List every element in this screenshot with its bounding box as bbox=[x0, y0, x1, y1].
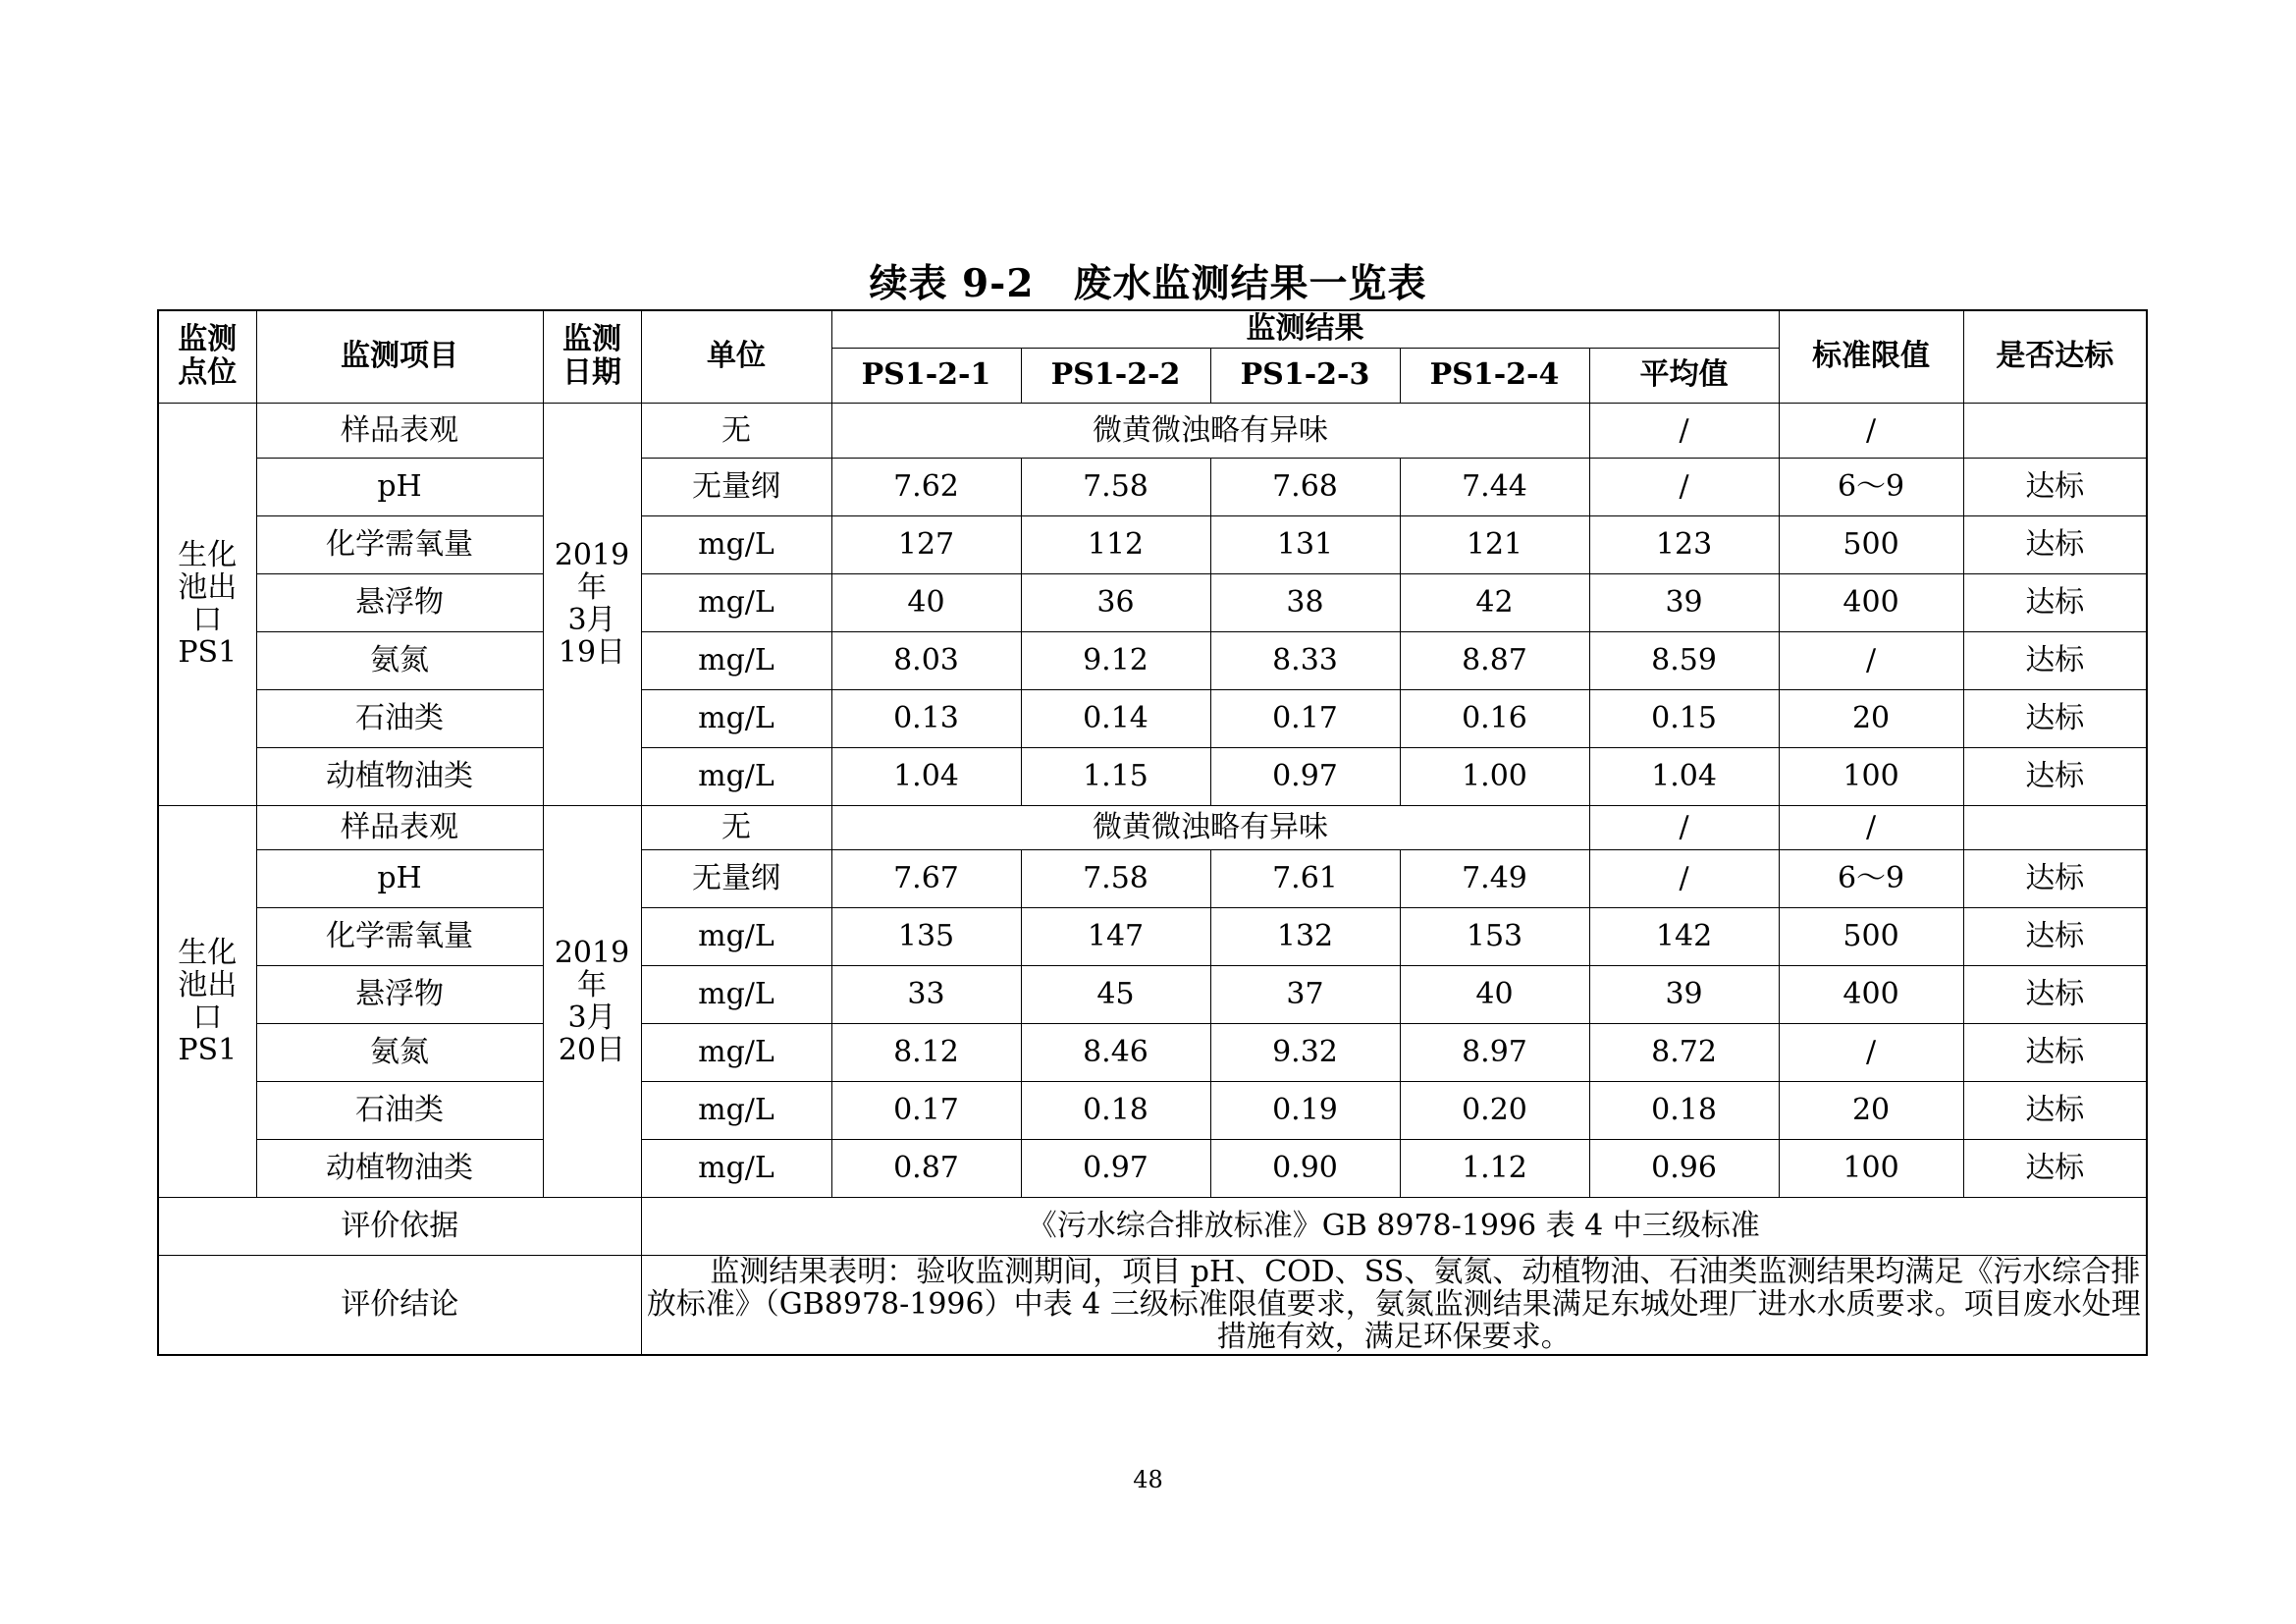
table-row bbox=[158, 631, 2147, 689]
sample-1-cell: 1.04 bbox=[831, 747, 1021, 805]
header-sample-1: PS1-2-1 bbox=[831, 348, 1021, 403]
limit-cell: 20 bbox=[1779, 1081, 1963, 1139]
sample-3-cell: 7.68 bbox=[1210, 458, 1400, 515]
sample-2-cell: 45 bbox=[1021, 965, 1210, 1023]
average-cell: 39 bbox=[1589, 965, 1779, 1023]
site-cell: 生化 池出 口 PS1 bbox=[158, 403, 256, 805]
table-row bbox=[158, 849, 2147, 907]
sample-1-cell: 0.17 bbox=[831, 1081, 1021, 1139]
item-cell: 氨氮 bbox=[256, 631, 543, 689]
sample-3-cell: 131 bbox=[1210, 515, 1400, 573]
sample-4-cell: 0.16 bbox=[1400, 689, 1589, 747]
pass-cell: 达标 bbox=[1963, 1081, 2147, 1139]
sample-1-cell: 40 bbox=[831, 573, 1021, 631]
item-cell: 动植物油类 bbox=[256, 1139, 543, 1197]
header-row-1 bbox=[158, 310, 2147, 348]
unit-cell: mg/L bbox=[641, 689, 831, 747]
table-row bbox=[158, 403, 2147, 458]
appearance-value-cell: 微黄微浊略有异味 bbox=[831, 403, 1589, 458]
limit-cell: 400 bbox=[1779, 573, 1963, 631]
item-cell: 化学需氧量 bbox=[256, 907, 543, 965]
header-results: 监测结果 bbox=[831, 310, 1779, 348]
limit-cell: / bbox=[1779, 1023, 1963, 1081]
limit-cell: 500 bbox=[1779, 907, 1963, 965]
table-row bbox=[158, 1081, 2147, 1139]
header-item: 监测项目 bbox=[256, 310, 543, 403]
item-cell: 样品表观 bbox=[256, 805, 543, 849]
header-date: 监测 日期 bbox=[543, 310, 641, 403]
sample-1-cell: 0.13 bbox=[831, 689, 1021, 747]
sample-4-cell: 1.12 bbox=[1400, 1139, 1589, 1197]
table-row bbox=[158, 747, 2147, 805]
page-number: 48 bbox=[1133, 1466, 1163, 1493]
limit-cell: 6～9 bbox=[1779, 849, 1963, 907]
average-cell: 0.15 bbox=[1589, 689, 1779, 747]
pass-cell: 达标 bbox=[1963, 907, 2147, 965]
sample-1-cell: 7.62 bbox=[831, 458, 1021, 515]
basis-row bbox=[158, 1197, 2147, 1255]
table-row bbox=[158, 907, 2147, 965]
pass-cell: 达标 bbox=[1963, 458, 2147, 515]
conclusion-value: 监测结果表明：验收监测期间，项目 pH、COD、SS、氨氮、动植物油、石油类监测结果均满足《污水综合排放标准》（GB8978-1996）中表 4 三级标准限值要求，氨氮监测结果满足东城处理厂进水水质要求。项目废水处理措施有效，满足环保要求。 bbox=[641, 1255, 2147, 1355]
table-row bbox=[158, 515, 2147, 573]
header-sample-2: PS1-2-2 bbox=[1021, 348, 1210, 403]
unit-cell: mg/L bbox=[641, 747, 831, 805]
unit-cell: 无 bbox=[641, 403, 831, 458]
unit-cell: 无量纲 bbox=[641, 849, 831, 907]
sample-4-cell: 8.97 bbox=[1400, 1023, 1589, 1081]
header-sample-3: PS1-2-3 bbox=[1210, 348, 1400, 403]
sample-2-cell: 36 bbox=[1021, 573, 1210, 631]
table-row bbox=[158, 573, 2147, 631]
limit-cell: / bbox=[1779, 631, 1963, 689]
sample-3-cell: 38 bbox=[1210, 573, 1400, 631]
item-cell: 石油类 bbox=[256, 1081, 543, 1139]
average-cell: / bbox=[1589, 403, 1779, 458]
header-sample-4: PS1-2-4 bbox=[1400, 348, 1589, 403]
sample-2-cell: 9.12 bbox=[1021, 631, 1210, 689]
limit-cell: 20 bbox=[1779, 689, 1963, 747]
sample-3-cell: 9.32 bbox=[1210, 1023, 1400, 1081]
limit-cell: 400 bbox=[1779, 965, 1963, 1023]
date-cell: 2019 年 3月 20日 bbox=[543, 805, 641, 1197]
table-row bbox=[158, 1023, 2147, 1081]
pass-cell: 达标 bbox=[1963, 1139, 2147, 1197]
average-cell: / bbox=[1589, 458, 1779, 515]
sample-1-cell: 0.87 bbox=[831, 1139, 1021, 1197]
table-row bbox=[158, 965, 2147, 1023]
average-cell: 8.59 bbox=[1589, 631, 1779, 689]
unit-cell: mg/L bbox=[641, 965, 831, 1023]
table-row bbox=[158, 458, 2147, 515]
average-cell: 123 bbox=[1589, 515, 1779, 573]
pass-cell bbox=[1963, 805, 2147, 849]
conclusion-label: 评价结论 bbox=[158, 1255, 641, 1355]
sample-3-cell: 0.97 bbox=[1210, 747, 1400, 805]
sample-2-cell: 7.58 bbox=[1021, 849, 1210, 907]
sample-1-cell: 33 bbox=[831, 965, 1021, 1023]
table-row bbox=[158, 689, 2147, 747]
sample-2-cell: 1.15 bbox=[1021, 747, 1210, 805]
pass-cell: 达标 bbox=[1963, 1023, 2147, 1081]
sample-3-cell: 37 bbox=[1210, 965, 1400, 1023]
pass-cell: 达标 bbox=[1963, 689, 2147, 747]
header-limit: 标准限值 bbox=[1779, 310, 1963, 403]
limit-cell: / bbox=[1779, 805, 1963, 849]
unit-cell: 无 bbox=[641, 805, 831, 849]
average-cell: 8.72 bbox=[1589, 1023, 1779, 1081]
sample-4-cell: 7.44 bbox=[1400, 458, 1589, 515]
sample-2-cell: 0.18 bbox=[1021, 1081, 1210, 1139]
appearance-value-cell: 微黄微浊略有异味 bbox=[831, 805, 1589, 849]
sample-2-cell: 0.14 bbox=[1021, 689, 1210, 747]
pass-cell: 达标 bbox=[1963, 849, 2147, 907]
item-cell: 样品表观 bbox=[256, 403, 543, 458]
table-title: 续表 9-2 废水监测结果一览表 bbox=[869, 261, 1427, 306]
header-pass: 是否达标 bbox=[1963, 310, 2147, 403]
sample-1-cell: 8.12 bbox=[831, 1023, 1021, 1081]
item-cell: 悬浮物 bbox=[256, 965, 543, 1023]
limit-cell: 100 bbox=[1779, 1139, 1963, 1197]
date-cell: 2019 年 3月 19日 bbox=[543, 403, 641, 805]
item-cell: pH bbox=[256, 849, 543, 907]
sample-4-cell: 153 bbox=[1400, 907, 1589, 965]
sample-1-cell: 135 bbox=[831, 907, 1021, 965]
sample-2-cell: 112 bbox=[1021, 515, 1210, 573]
unit-cell: mg/L bbox=[641, 631, 831, 689]
sample-4-cell: 1.00 bbox=[1400, 747, 1589, 805]
average-cell: 142 bbox=[1589, 907, 1779, 965]
sample-4-cell: 40 bbox=[1400, 965, 1589, 1023]
average-cell: 0.18 bbox=[1589, 1081, 1779, 1139]
unit-cell: mg/L bbox=[641, 1023, 831, 1081]
limit-cell: 6～9 bbox=[1779, 458, 1963, 515]
sample-4-cell: 0.20 bbox=[1400, 1081, 1589, 1139]
item-cell: 悬浮物 bbox=[256, 573, 543, 631]
sample-4-cell: 7.49 bbox=[1400, 849, 1589, 907]
sample-3-cell: 132 bbox=[1210, 907, 1400, 965]
header-average: 平均值 bbox=[1589, 348, 1779, 403]
average-cell: 0.96 bbox=[1589, 1139, 1779, 1197]
unit-cell: mg/L bbox=[641, 1139, 831, 1197]
header-site: 监测 点位 bbox=[158, 310, 256, 403]
pass-cell: 达标 bbox=[1963, 747, 2147, 805]
wastewater-results-table bbox=[157, 309, 2148, 1356]
sample-1-cell: 8.03 bbox=[831, 631, 1021, 689]
average-cell: / bbox=[1589, 849, 1779, 907]
sample-3-cell: 8.33 bbox=[1210, 631, 1400, 689]
sample-2-cell: 147 bbox=[1021, 907, 1210, 965]
unit-cell: mg/L bbox=[641, 573, 831, 631]
average-cell: 39 bbox=[1589, 573, 1779, 631]
sample-4-cell: 42 bbox=[1400, 573, 1589, 631]
average-cell: 1.04 bbox=[1589, 747, 1779, 805]
sample-3-cell: 0.19 bbox=[1210, 1081, 1400, 1139]
header-unit: 单位 bbox=[641, 310, 831, 403]
item-cell: pH bbox=[256, 458, 543, 515]
site-cell: 生化 池出 口 PS1 bbox=[158, 805, 256, 1197]
unit-cell: 无量纲 bbox=[641, 458, 831, 515]
sample-4-cell: 121 bbox=[1400, 515, 1589, 573]
unit-cell: mg/L bbox=[641, 907, 831, 965]
item-cell: 化学需氧量 bbox=[256, 515, 543, 573]
sample-3-cell: 0.90 bbox=[1210, 1139, 1400, 1197]
table-row bbox=[158, 805, 2147, 849]
item-cell: 氨氮 bbox=[256, 1023, 543, 1081]
pass-cell: 达标 bbox=[1963, 573, 2147, 631]
sample-2-cell: 0.97 bbox=[1021, 1139, 1210, 1197]
sample-2-cell: 8.46 bbox=[1021, 1023, 1210, 1081]
sample-3-cell: 7.61 bbox=[1210, 849, 1400, 907]
pass-cell: 达标 bbox=[1963, 515, 2147, 573]
basis-value: 《污水综合排放标准》GB 8978-1996 表 4 中三级标准 bbox=[641, 1197, 2147, 1255]
limit-cell: / bbox=[1779, 403, 1963, 458]
item-cell: 石油类 bbox=[256, 689, 543, 747]
sample-4-cell: 8.87 bbox=[1400, 631, 1589, 689]
sample-2-cell: 7.58 bbox=[1021, 458, 1210, 515]
basis-label: 评价依据 bbox=[158, 1197, 641, 1255]
unit-cell: mg/L bbox=[641, 1081, 831, 1139]
unit-cell: mg/L bbox=[641, 515, 831, 573]
limit-cell: 100 bbox=[1779, 747, 1963, 805]
item-cell: 动植物油类 bbox=[256, 747, 543, 805]
pass-cell: 达标 bbox=[1963, 965, 2147, 1023]
conclusion-row bbox=[158, 1255, 2147, 1355]
pass-cell: 达标 bbox=[1963, 631, 2147, 689]
limit-cell: 500 bbox=[1779, 515, 1963, 573]
sample-1-cell: 127 bbox=[831, 515, 1021, 573]
pass-cell bbox=[1963, 403, 2147, 458]
sample-3-cell: 0.17 bbox=[1210, 689, 1400, 747]
table-row bbox=[158, 1139, 2147, 1197]
average-cell: / bbox=[1589, 805, 1779, 849]
sample-1-cell: 7.67 bbox=[831, 849, 1021, 907]
